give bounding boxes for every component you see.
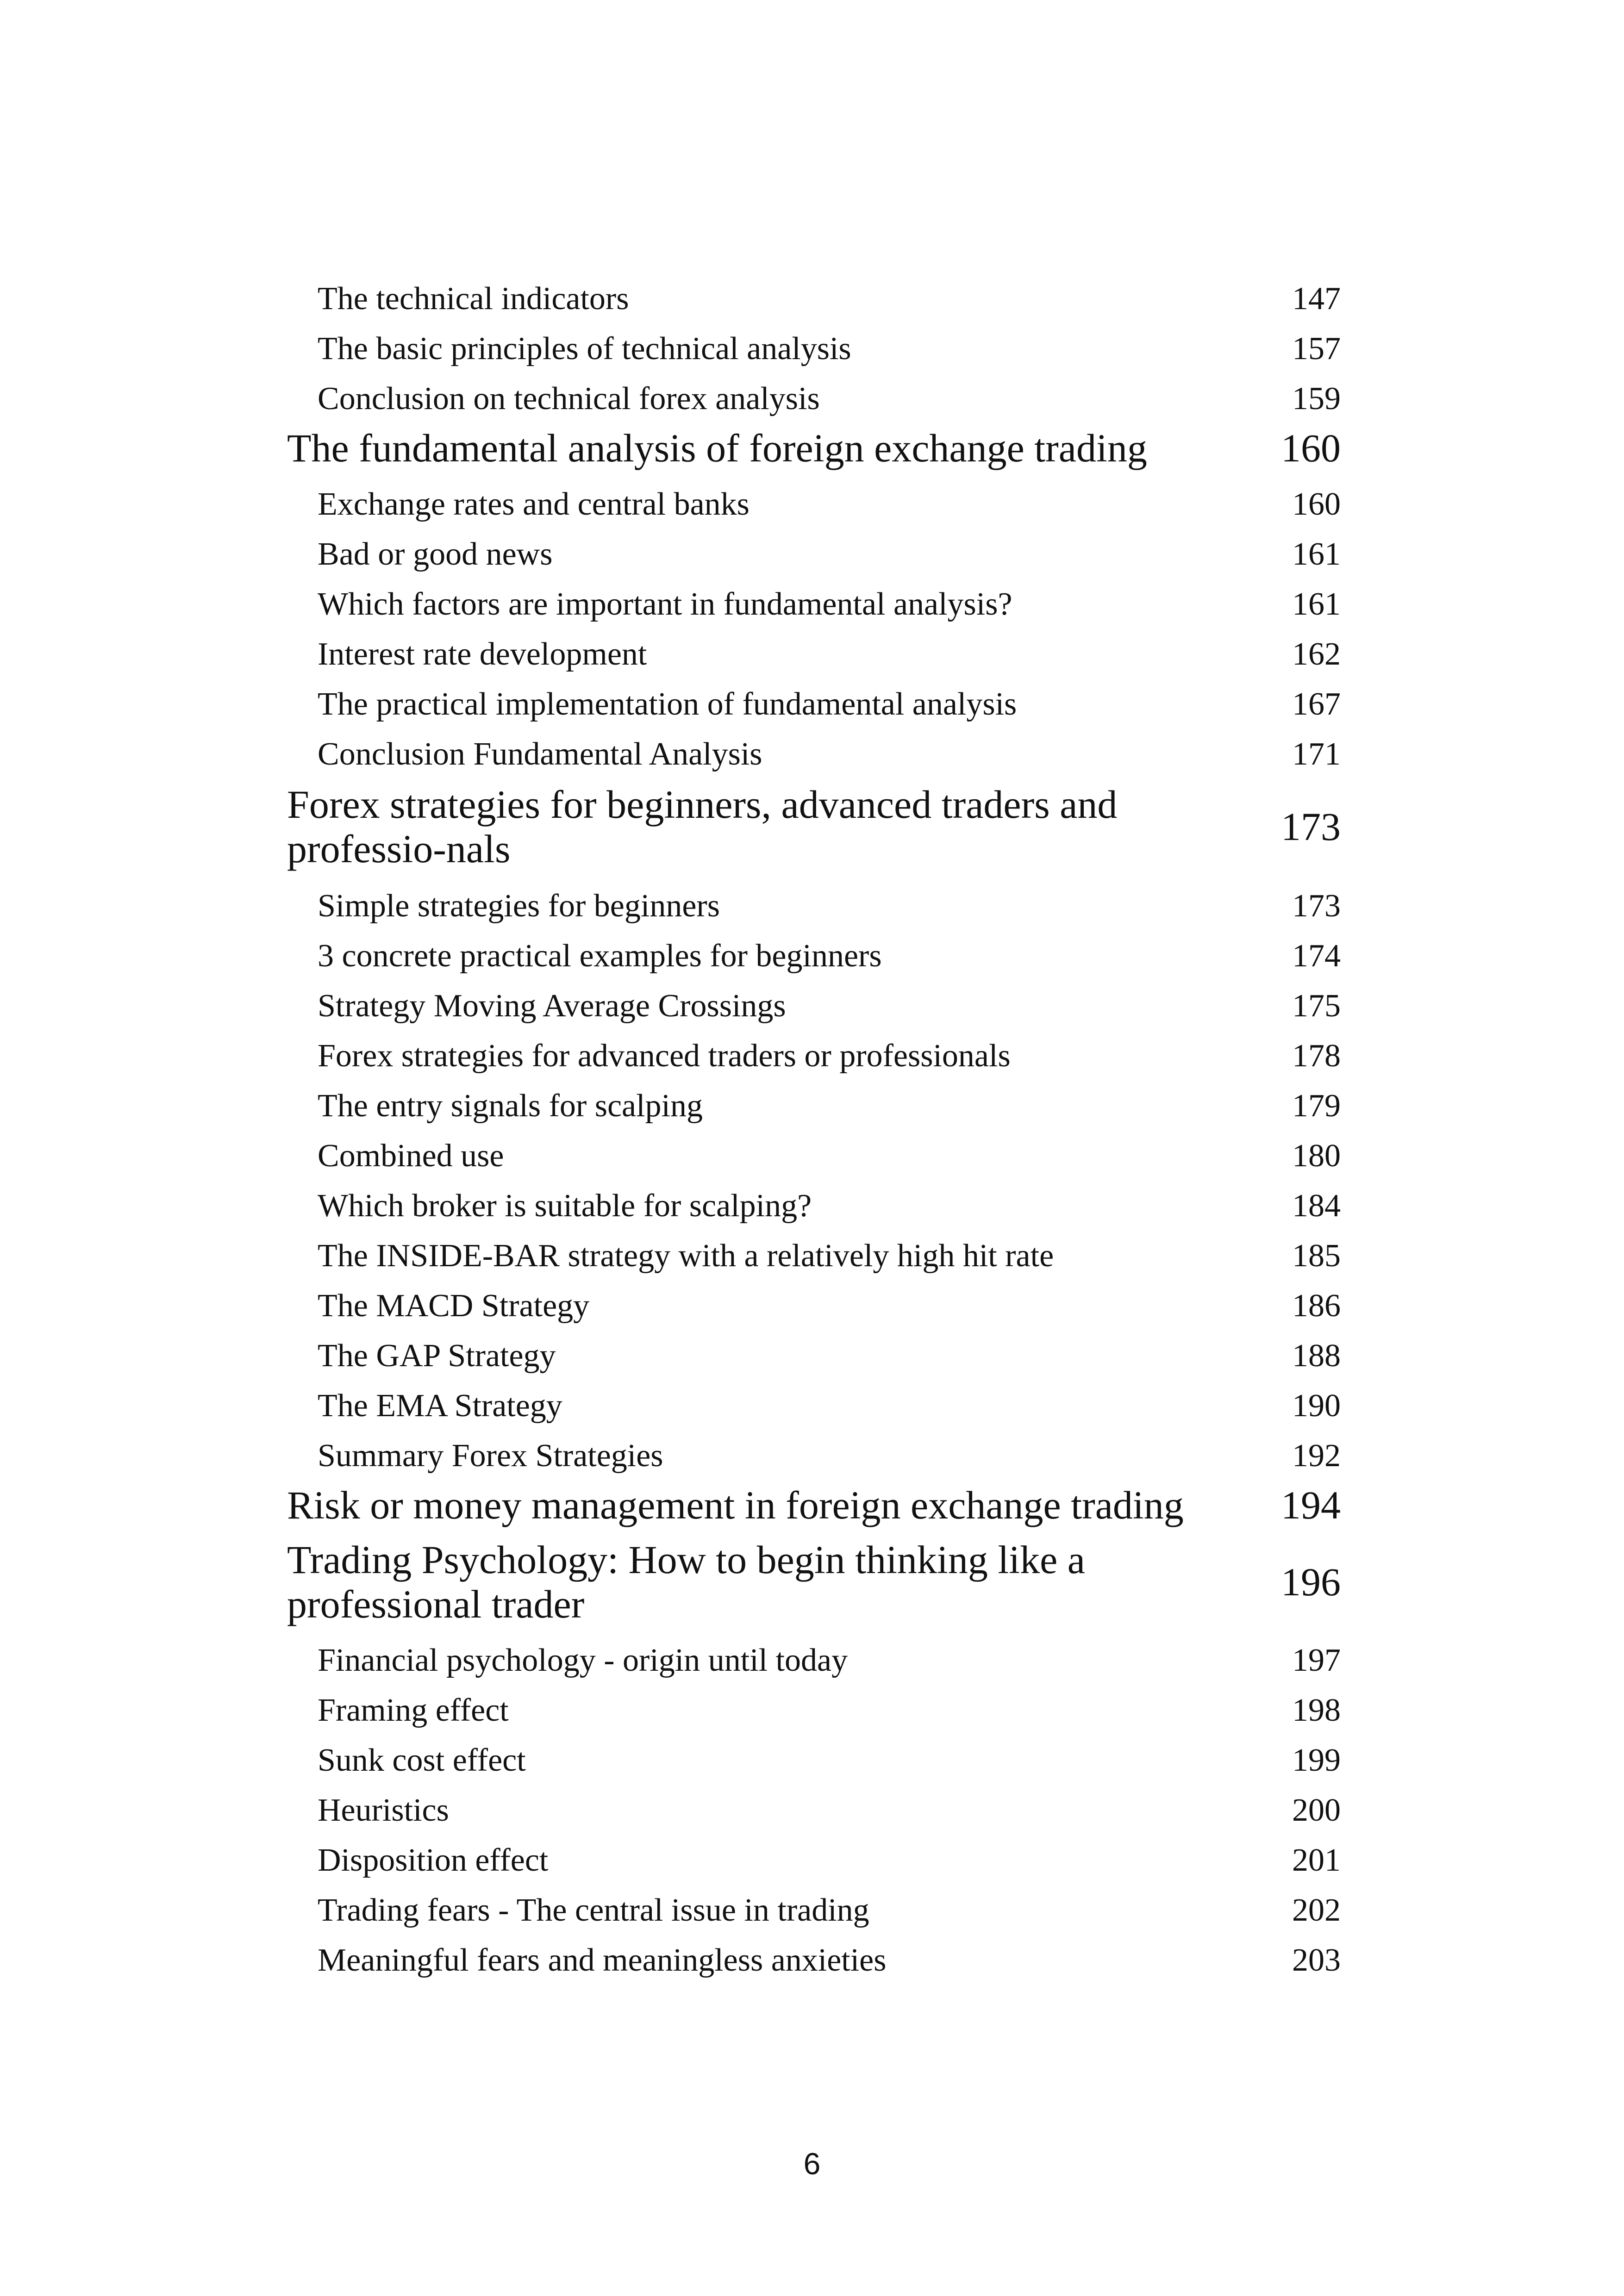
toc-entry-page: 202 [1292, 1892, 1341, 1928]
toc-entry-title: 3 concrete practical examples for beginners [318, 938, 882, 974]
toc-entry-title: The INSIDE-BAR strategy with a relatively high hit rate [318, 1238, 1054, 1274]
toc-entry-title: Which factors are important in fundamental analysis? [318, 586, 1012, 622]
toc-entry-page: 192 [1292, 1438, 1341, 1474]
toc-entry-page: 171 [1292, 736, 1341, 772]
toc-entry-title: The practical implementation of fundamental analysis [318, 686, 1017, 722]
toc-entry-page: 173 [1292, 888, 1341, 924]
toc-chapter-title: Trading Psychology: How to begin thinking like a professional trader [287, 1537, 1085, 1626]
toc-entry-title: Meaningful fears and meaningless anxieties [318, 1942, 887, 1978]
toc-entry-page: 157 [1292, 331, 1341, 367]
toc-entry-title: Interest rate development [318, 636, 647, 672]
toc-entry-title: Summary Forex Strategies [318, 1438, 663, 1474]
toc-entry-page: 162 [1292, 636, 1341, 672]
toc-entry-title: Strategy Moving Average Crossings [318, 988, 786, 1024]
toc-entry-page: 167 [1292, 686, 1341, 722]
toc-entry-page: 186 [1292, 1288, 1341, 1324]
toc-entry-page: 190 [1292, 1388, 1341, 1424]
toc-chapter-page: 160 [1281, 426, 1341, 470]
toc-entry-title: Conclusion Fundamental Analysis [318, 736, 762, 772]
toc-chapter-title: The fundamental analysis of foreign exchange trading [287, 426, 1147, 470]
toc-entry-title: Simple strategies for beginners [318, 888, 720, 924]
toc-entry-title: The EMA Strategy [318, 1388, 562, 1424]
toc-entry-title: The entry signals for scalping [318, 1088, 703, 1124]
toc-entry-page: 161 [1292, 536, 1341, 572]
toc-entry-title: Bad or good news [318, 536, 553, 572]
toc-chapter-title: Forex strategies for beginners, advanced traders and professio-nals [287, 782, 1118, 871]
toc-chapter-title: Risk or money management in foreign exchange trading [287, 1483, 1184, 1527]
toc-entry-title: Conclusion on technical forex analysis [318, 381, 820, 417]
toc-entry-title: Which broker is suitable for scalping? [318, 1188, 812, 1224]
toc-entry-title: Sunk cost effect [318, 1742, 526, 1778]
toc-entry-page: 175 [1292, 988, 1341, 1024]
toc-entry-page: 147 [1292, 281, 1341, 317]
toc-chapter-page: 194 [1281, 1483, 1341, 1527]
toc-chapter-page: 173 [1281, 804, 1341, 849]
toc-entry-title: The technical indicators [318, 281, 629, 317]
toc-entry-title: Exchange rates and central banks [318, 486, 750, 522]
toc-entry-page: 179 [1292, 1088, 1341, 1124]
toc-entry-page: 159 [1292, 381, 1341, 417]
toc-entry-page: 197 [1292, 1643, 1341, 1678]
toc-entry-page: 180 [1292, 1138, 1341, 1174]
toc-entry-page: 178 [1292, 1038, 1341, 1074]
page-number: 6 [803, 2147, 821, 2181]
toc-entry-page: 188 [1292, 1338, 1341, 1374]
toc-entry-page: 160 [1292, 486, 1341, 522]
toc-chapter-page: 196 [1281, 1560, 1341, 1604]
toc-entry-title: Trading fears - The central issue in trading [318, 1892, 869, 1928]
toc-entry-title: The basic principles of technical analysis [318, 331, 851, 367]
toc-entry-title: The GAP Strategy [318, 1338, 556, 1374]
toc-entry-title: The MACD Strategy [318, 1288, 590, 1324]
toc-entry-page: 198 [1292, 1692, 1341, 1728]
toc-entry-title: Heuristics [318, 1792, 449, 1828]
toc-entry-title: Combined use [318, 1138, 504, 1174]
toc-entry-page: 161 [1292, 586, 1341, 622]
toc-entry-page: 203 [1292, 1942, 1341, 1978]
toc-entry-page: 200 [1292, 1792, 1341, 1828]
toc-entry-page: 201 [1292, 1842, 1341, 1878]
toc-entry-title: Framing effect [318, 1692, 509, 1728]
toc-entry-title: Disposition effect [318, 1842, 549, 1878]
toc-entry-title: Forex strategies for advanced traders or professionals [318, 1038, 1011, 1074]
toc-entry-page: 185 [1292, 1238, 1341, 1274]
toc-entry-page: 184 [1292, 1188, 1341, 1224]
toc-entry-title: Financial psychology - origin until today [318, 1643, 848, 1678]
toc-entry-page: 199 [1292, 1742, 1341, 1778]
toc-entry-page: 174 [1292, 938, 1341, 974]
